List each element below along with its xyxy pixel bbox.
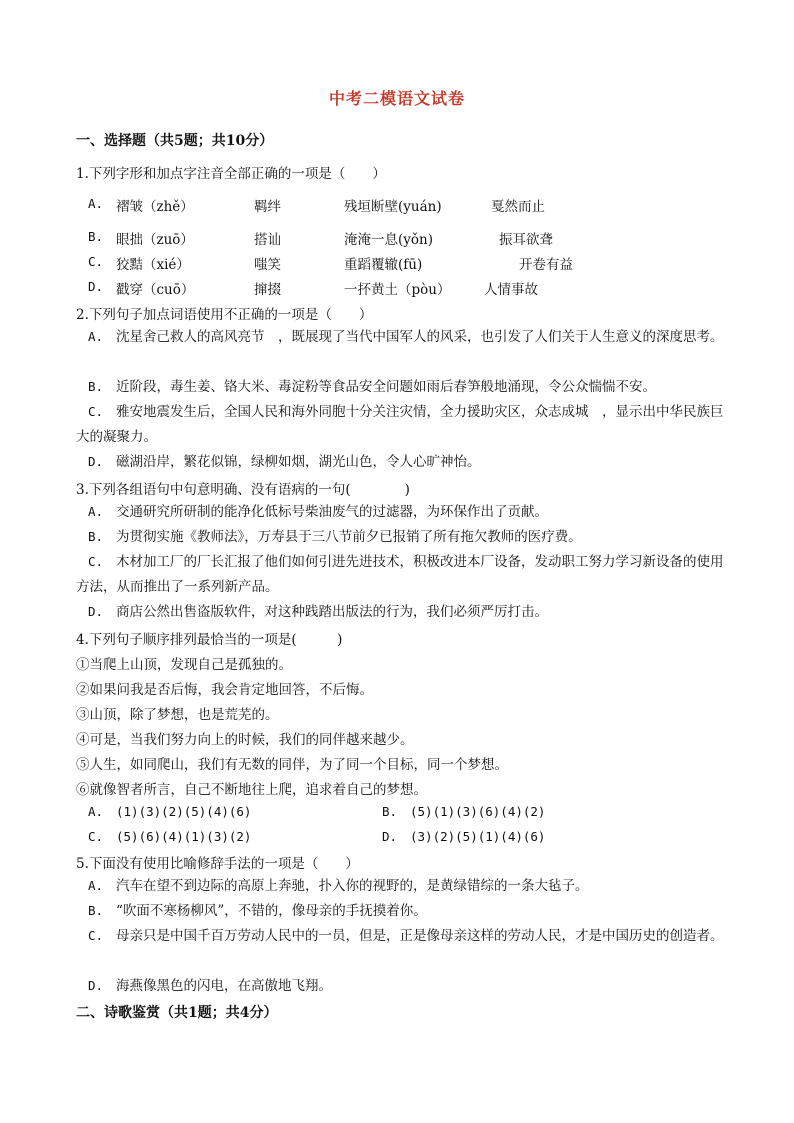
section-heading-poetry: 二、诗歌鉴赏（共1题；共4分） xyxy=(76,1005,278,1021)
q2-option-b: B. 近阶段，毒生姜、铬大米、毒淀粉等食品安全问题如雨后春笋般地涌现，令公众惴惴不安。 xyxy=(88,379,656,395)
q5-option-c: C. 母亲只是中国千百万劳动人民中的一员，但是，正是像母亲这样的劳动人民，才是中国历史的创造者。 xyxy=(88,928,724,944)
q3-option-a: A. 交通研究所研制的能净化低标号柴油废气的过滤器，为环保作出了贡献。 xyxy=(88,504,548,520)
q2-option-d: D. 磁湖沿岸，繁花似锦，绿柳如烟，湖光山色，令人心旷神怡。 xyxy=(88,454,481,470)
q4-sentence-6: ⑥就像智者所言，自己不断地往上爬，追求着自己的梦想。 xyxy=(76,782,427,798)
q5-option-a: A. 汽车在望不到边际的高原上奔驰，扑入你的视野的，是黄绿错综的一条大毡子。 xyxy=(88,878,589,894)
q3-option-d: D. 商店公然出售盗版软件，对这种践踏出版法的行为，我们必须严厉打击。 xyxy=(88,604,548,620)
question-3-stem: 3.下列各组语句中句意明确、没有语病的一句( ) xyxy=(76,482,410,498)
q4-sentence-3: ③山顶，除了梦想，也是荒芜的。 xyxy=(76,707,279,723)
q5-option-b: B. “吹面不寒杨柳风”，不错的，像母亲的手抚摸着你。 xyxy=(88,903,427,919)
q4-sentence-5: ⑤人生，如同爬山，我们有无数的同伴，为了同一个目标，同一个梦想。 xyxy=(76,757,508,773)
q2-option-c: C. 雅安地震发生后，全国人民和海外同胞十分关注灾情，全力援助灾区，众志成城 ，显示出中华民族巨大的凝聚力。 xyxy=(76,404,724,445)
q3-option-c: C. 木材加工厂的厂长汇报了他们如何引进先进技术，积极改进本厂设备，发动职工努力学习新设备的使用方法，从而推出了一系列新产品。 xyxy=(76,554,724,595)
q5-option-d: D. 海燕像黑色的闪电，在高傲地飞翔。 xyxy=(88,978,332,994)
page-title: 中考二模语文试卷 xyxy=(328,89,465,108)
exam-page: 中考二模语文试卷 一、选择题（共5题；共10分） 1.下列字形和加点字注音全部正确的一项是（ ） A. 褶皱（zhě） 羁绊 残垣断壁(yuán) 戛然而止 B. 眼拙（zuō） 搭讪 淹淹一息(yǒn) 振耳欲聋 C. 狡黠（xié） 嗤笑 重蹈覆辙(fū) 开卷有益 D. 戳穿（cuō） 撺掇 一抔黄土（pòu） 人情事故 2.下列句子加点词语使用不正确的一项是（ ） A. 沈星舍己救人的高风亮节 ，既展现了当代中国军人的风采，也引发了人们关于人生意义的深度思考。 B. 近阶段，毒生姜、铬大米、毒淀粉等食品安全问题如雨后春笋般地涌现，令公众惴惴不安。 C. 雅安地震发生后，全国人民和海外同胞十分关注灾情，全力援助灾区，众志成城 ，显示出中华民族巨大的凝聚力。 D. 磁湖沿岸，繁花似锦，绿柳如烟，湖光山色，令人心旷神怡。 3.下列各组语句中句意明确、没有语病的一句( ) A. 交通研究所研制的能净化低标号柴油废气的过滤器，为环保作出了贡献。 B. 为贯彻实施《教师法》，万寿县于三八节前夕已报销了所有拖欠教师的医疗费。 C. 木材加工厂的厂长汇报了他们如何引进先进技术，积极改进本厂设备，发动职工努力学习新设备的使用方法，从而推出了一系列新产品。 D. 商店公然出售盗版软件，对这种践踏出版法的行为，我们必须严厉打击。 4.下列句子顺序排列最恰当的一项是( ) ①当爬上山顶，发现自己是孤独的。 ②如果问我是否后悔，我会肯定地回答，不后悔。 ③山顶，除了梦想，也是荒芜的。 ④可是，当我们努力向上的时候，我们的同伴越来越少。 ⑤人生，如同爬山，我们有无数的同伴，为了同一个目标，同一个梦想。 ⑥就像智者所言，自己不断地往上爬，追求着自己的梦想。 A. (1)(3)(2)(5)(4)(6) B. (5)(1)(3)(6)(4)(2) C. (5)(6)(4)(1)(3)(2) D. (3)(2)(5)(1)(4)(6) 5.下面没有使用比喻修辞手法的一项是（ ） A. 汽车在望不到边际的高原上奔驰，扑入你的视野的，是黄绿错综的一条大毡子。 B. “吹面不寒杨柳风”，不错的，像母亲的手抚摸着你。 C. 母亲只是中国千百万劳动人民中的一员，但是，正是像母亲这样的劳动人民，才是中国历史的创造者。 D. 海燕像黑色的闪电，在高傲地飞翔。 二、诗歌鉴赏（共1题；共4分） xyxy=(0,0,794,1123)
question-1-stem: 1.下列字形和加点字注音全部正确的一项是（ ） xyxy=(76,166,386,182)
q4-sentence-2: ②如果问我是否后悔，我会肯定地回答，不后悔。 xyxy=(76,682,373,698)
q4-sentence-4: ④可是，当我们努力向上的时候，我们的同伴越来越少。 xyxy=(76,732,414,748)
question-2-stem: 2.下列句子加点词语使用不正确的一项是（ ） xyxy=(76,307,373,323)
question-4-stem: 4.下列句子顺序排列最恰当的一项是( ) xyxy=(76,632,343,648)
q3-option-b: B. 为贯彻实施《教师法》，万寿县于三八节前夕已报销了所有拖欠教师的医疗费。 xyxy=(88,529,582,545)
question-5-stem: 5.下面没有使用比喻修辞手法的一项是（ ） xyxy=(76,856,359,872)
section-heading-choice: 一、选择题（共5题；共10分） xyxy=(76,133,274,149)
q4-sentence-1: ①当爬上山顶，发现自己是孤独的。 xyxy=(76,657,292,673)
q2-option-a: A. 沈星舍己救人的高风亮节 ，既展现了当代中国军人的风采，也引发了人们关于人生意义的深度思考。 xyxy=(88,329,724,345)
